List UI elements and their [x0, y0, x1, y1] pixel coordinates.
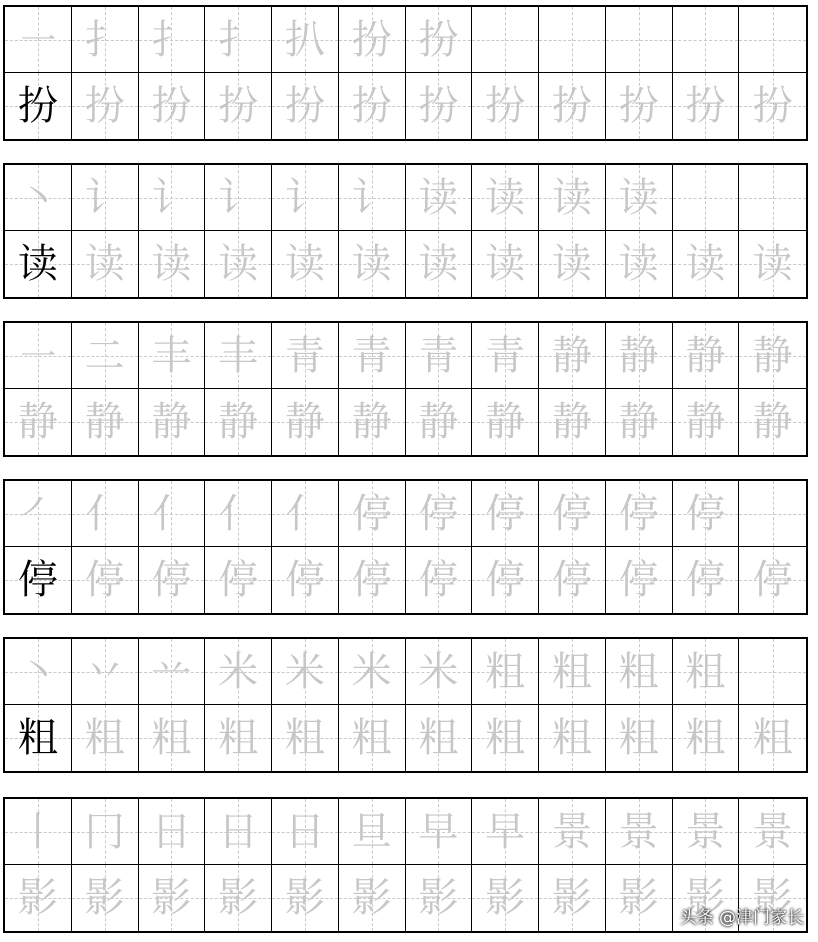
model-character-cell [5, 705, 72, 771]
stroke-order-cell [406, 639, 473, 705]
practice-cell [139, 389, 206, 455]
stroke-order-cell [406, 7, 473, 73]
practice-cell [539, 705, 606, 771]
practice-cell [673, 389, 740, 455]
tracing-character: 停 [485, 557, 526, 603]
model-character: 扮 [17, 83, 58, 129]
character-block-4 [3, 479, 808, 615]
tracing-character: 停 [752, 557, 793, 603]
stroke-step-glyph: 景 [752, 808, 793, 855]
stroke-step-glyph: 扌 [218, 16, 259, 63]
stroke-step-glyph: 景 [618, 808, 659, 855]
stroke-step-glyph: 停 [551, 490, 592, 537]
tracing-character: 扮 [284, 83, 325, 129]
tracing-character: 扮 [685, 83, 726, 129]
tracing-character: 停 [618, 557, 659, 603]
stroke-order-cell [739, 165, 806, 231]
character-block-2 [3, 163, 808, 299]
practice-cell [739, 389, 806, 455]
practice-cell [472, 547, 539, 613]
practice-cell [272, 389, 339, 455]
stroke-step-glyph: 米 [218, 648, 259, 695]
stroke-step-glyph: 停 [351, 490, 392, 537]
model-character-cell [5, 547, 72, 613]
stroke-order-cell [72, 165, 139, 231]
practice-cell [406, 231, 473, 297]
stroke-step-glyph: 青 [351, 332, 392, 379]
stroke-step-glyph: 讠 [218, 174, 259, 221]
tracing-character: 停 [351, 557, 392, 603]
practice-cell [406, 705, 473, 771]
tracing-character: 读 [618, 241, 659, 287]
tracing-character: 影 [418, 875, 459, 921]
tracing-character: 静 [418, 399, 459, 445]
stroke-order-cell [539, 165, 606, 231]
model-character: 停 [17, 557, 58, 603]
stroke-order-cell [739, 481, 806, 547]
character-block-5 [3, 637, 808, 773]
model-character: 粗 [17, 715, 58, 761]
practice-cell [539, 231, 606, 297]
practice-cell [406, 73, 473, 139]
tracing-character: 扮 [618, 83, 659, 129]
tracing-character: 停 [84, 557, 125, 603]
practice-cell [339, 389, 406, 455]
stroke-step-glyph: 亻 [84, 490, 125, 537]
stroke-order-cell [539, 799, 606, 865]
stroke-step-glyph: 景 [551, 808, 592, 855]
practice-cell [72, 389, 139, 455]
model-character: 静 [17, 399, 58, 445]
stroke-order-cell [72, 323, 139, 389]
tracing-character: 影 [752, 875, 793, 921]
stroke-step-glyph: ㇔ [17, 174, 58, 221]
stroke-order-cell [406, 481, 473, 547]
stroke-step-glyph: 亻 [151, 490, 192, 537]
stroke-step-glyph: 粗 [551, 648, 592, 695]
tracing-character: 读 [551, 241, 592, 287]
practice-cell [272, 73, 339, 139]
tracing-character: 粗 [218, 715, 259, 761]
stroke-order-cell [539, 481, 606, 547]
stroke-order-cell [539, 639, 606, 705]
stroke-step-glyph: ㇔ [17, 648, 58, 695]
stroke-order-cell [139, 165, 206, 231]
tracing-character: 粗 [284, 715, 325, 761]
stroke-order-cell [472, 481, 539, 547]
tracing-character: 影 [551, 875, 592, 921]
tracing-character: 扮 [151, 83, 192, 129]
tracing-character: 停 [685, 557, 726, 603]
stroke-step-glyph: 亻 [284, 490, 325, 537]
stroke-step-glyph: 䒑 [151, 648, 192, 695]
stroke-order-cell [205, 481, 272, 547]
practice-cell [739, 73, 806, 139]
stroke-order-cell [339, 323, 406, 389]
stroke-step-glyph: 日 [218, 808, 259, 855]
practice-cell [472, 865, 539, 931]
stroke-order-cell [72, 639, 139, 705]
stroke-step-glyph: 米 [284, 648, 325, 695]
stroke-order-cell [673, 165, 740, 231]
tracing-character: 影 [151, 875, 192, 921]
practice-cell [739, 547, 806, 613]
stroke-step-glyph: 粗 [618, 648, 659, 695]
stroke-order-cell [673, 481, 740, 547]
practice-cell [339, 705, 406, 771]
tracing-character: 扮 [84, 83, 125, 129]
stroke-order-cell [406, 799, 473, 865]
stroke-order-cell [139, 7, 206, 73]
stroke-order-cell [272, 481, 339, 547]
stroke-step-glyph: 粗 [485, 648, 526, 695]
stroke-order-cell [139, 799, 206, 865]
model-character: 影 [17, 875, 58, 921]
tracing-character: 扮 [218, 83, 259, 129]
practice-cell [72, 73, 139, 139]
tracing-character: 扮 [752, 83, 793, 129]
stroke-step-glyph: 粗 [685, 648, 726, 695]
tracing-character: 读 [84, 241, 125, 287]
tracing-character: 影 [84, 875, 125, 921]
practice-cell [673, 231, 740, 297]
tracing-character: 影 [218, 875, 259, 921]
practice-cell [272, 231, 339, 297]
tracing-character: 粗 [418, 715, 459, 761]
tracing-character: 停 [418, 557, 459, 603]
practice-cell [72, 231, 139, 297]
tracing-character: 停 [551, 557, 592, 603]
practice-cell [205, 73, 272, 139]
tracing-character: 粗 [84, 715, 125, 761]
stroke-order-cell [5, 799, 72, 865]
practice-cell [472, 73, 539, 139]
stroke-step-glyph: 扌 [151, 16, 192, 63]
practice-cell [205, 389, 272, 455]
stroke-order-cell [673, 323, 740, 389]
stroke-step-glyph: 亻 [218, 490, 259, 537]
stroke-order-cell [739, 639, 806, 705]
tracing-character: 静 [485, 399, 526, 445]
tracing-character: 读 [752, 241, 793, 287]
tracing-character: 粗 [551, 715, 592, 761]
tracing-character: 粗 [685, 715, 726, 761]
stroke-order-cell [606, 639, 673, 705]
tracing-character: 粗 [485, 715, 526, 761]
stroke-order-cell [72, 799, 139, 865]
stroke-step-glyph: 二 [84, 332, 125, 379]
practice-cell [406, 865, 473, 931]
stroke-order-cell [72, 7, 139, 73]
stroke-step-glyph: 静 [752, 332, 793, 379]
practice-cell [72, 865, 139, 931]
stroke-step-glyph: 扮 [351, 16, 392, 63]
stroke-order-cell [205, 639, 272, 705]
stroke-order-cell [673, 639, 740, 705]
tracing-character: 停 [151, 557, 192, 603]
stroke-order-cell [72, 481, 139, 547]
tracing-character: 停 [284, 557, 325, 603]
stroke-order-cell [205, 7, 272, 73]
stroke-order-cell [5, 165, 72, 231]
practice-cell [272, 547, 339, 613]
stroke-step-glyph: ㇐ [17, 16, 58, 63]
stroke-order-cell [606, 481, 673, 547]
practice-cell [339, 865, 406, 931]
practice-cell [339, 547, 406, 613]
stroke-step-glyph: 静 [551, 332, 592, 379]
stroke-step-glyph: 读 [551, 174, 592, 221]
tracing-character: 影 [284, 875, 325, 921]
tracing-character: 扮 [485, 83, 526, 129]
stroke-order-cell [5, 7, 72, 73]
practice-cell [406, 389, 473, 455]
stroke-order-cell [739, 799, 806, 865]
stroke-step-glyph: 扒 [284, 16, 325, 63]
stroke-step-glyph: 景 [685, 808, 726, 855]
tracing-character: 静 [551, 399, 592, 445]
stroke-step-glyph: 停 [418, 490, 459, 537]
tracing-character: 读 [485, 241, 526, 287]
stroke-step-glyph: 冂 [84, 808, 125, 855]
practice-cell [606, 705, 673, 771]
stroke-step-glyph: 扌 [84, 16, 125, 63]
tracing-character: 静 [685, 399, 726, 445]
tracing-character: 粗 [151, 715, 192, 761]
practice-cell [139, 705, 206, 771]
practice-cell [472, 389, 539, 455]
tracing-character: 影 [351, 875, 392, 921]
stroke-order-cell [272, 799, 339, 865]
stroke-order-cell [472, 7, 539, 73]
stroke-step-glyph: 讠 [351, 174, 392, 221]
stroke-order-cell [673, 799, 740, 865]
stroke-step-glyph: ㇒ [17, 490, 58, 537]
stroke-step-glyph: 静 [685, 332, 726, 379]
stroke-step-glyph: 丨 [17, 808, 58, 855]
stroke-order-cell [606, 799, 673, 865]
practice-cell [272, 705, 339, 771]
model-character-cell [5, 73, 72, 139]
tracing-character: 静 [618, 399, 659, 445]
tracing-character: 扮 [351, 83, 392, 129]
stroke-step-glyph: 青 [418, 332, 459, 379]
practice-cell [673, 547, 740, 613]
tracing-character: 读 [151, 241, 192, 287]
tracing-character: 静 [151, 399, 192, 445]
tracing-character: 粗 [618, 715, 659, 761]
tracing-character: 影 [618, 875, 659, 921]
stroke-step-glyph: 早 [485, 808, 526, 855]
stroke-order-cell [339, 639, 406, 705]
tracing-character: 静 [284, 399, 325, 445]
stroke-order-cell [606, 165, 673, 231]
stroke-order-cell [5, 639, 72, 705]
stroke-order-cell [272, 323, 339, 389]
practice-cell [339, 231, 406, 297]
stroke-order-cell [472, 639, 539, 705]
stroke-order-cell [272, 165, 339, 231]
stroke-order-cell [472, 799, 539, 865]
stroke-step-glyph: 读 [418, 174, 459, 221]
tracing-character: 影 [685, 875, 726, 921]
tracing-character: 影 [485, 875, 526, 921]
tracing-character: 静 [752, 399, 793, 445]
stroke-step-glyph: 讠 [284, 174, 325, 221]
practice-cell [406, 547, 473, 613]
tracing-character: 粗 [752, 715, 793, 761]
stroke-order-cell [539, 323, 606, 389]
practice-cell [539, 73, 606, 139]
practice-cell [205, 231, 272, 297]
stroke-step-glyph: 早 [418, 808, 459, 855]
character-block-1 [3, 5, 808, 141]
practice-cell [139, 73, 206, 139]
practice-cell [205, 547, 272, 613]
practice-cell [472, 705, 539, 771]
tracing-character: 读 [218, 241, 259, 287]
practice-cell [272, 865, 339, 931]
practice-cell [205, 865, 272, 931]
stroke-step-glyph: 米 [351, 648, 392, 695]
tracing-character: 静 [218, 399, 259, 445]
stroke-order-cell [5, 323, 72, 389]
tracing-character: 读 [685, 241, 726, 287]
practice-cell [606, 865, 673, 931]
model-character-cell [5, 389, 72, 455]
stroke-order-cell [472, 323, 539, 389]
practice-cell [673, 705, 740, 771]
tracing-character: 扮 [551, 83, 592, 129]
model-character-cell [5, 231, 72, 297]
practice-cell [539, 865, 606, 931]
watermark-text: 头条 @津门家长 [679, 908, 804, 928]
stroke-step-glyph: 停 [618, 490, 659, 537]
stroke-step-glyph: 日 [284, 808, 325, 855]
practice-cell [139, 231, 206, 297]
practice-cell [606, 73, 673, 139]
model-character-cell [5, 865, 72, 931]
stroke-order-cell [272, 639, 339, 705]
stroke-step-glyph: 读 [485, 174, 526, 221]
practice-cell [139, 865, 206, 931]
tracing-character: 扮 [418, 83, 459, 129]
stroke-order-cell [739, 323, 806, 389]
stroke-step-glyph: 青 [284, 332, 325, 379]
stroke-order-cell [139, 323, 206, 389]
stroke-order-cell [205, 165, 272, 231]
stroke-order-cell [739, 7, 806, 73]
stroke-order-cell [205, 323, 272, 389]
stroke-step-glyph: 扮 [418, 16, 459, 63]
stroke-order-cell [339, 165, 406, 231]
stroke-step-glyph: 青 [485, 332, 526, 379]
stroke-order-cell [606, 323, 673, 389]
tracing-character: 停 [218, 557, 259, 603]
stroke-order-cell [139, 481, 206, 547]
practice-cell [205, 705, 272, 771]
practice-cell [339, 73, 406, 139]
stroke-order-cell [5, 481, 72, 547]
stroke-order-cell [205, 799, 272, 865]
practice-cell [606, 389, 673, 455]
stroke-order-cell [406, 323, 473, 389]
stroke-step-glyph: ㇐ [17, 332, 58, 379]
tracing-character: 读 [351, 241, 392, 287]
practice-cell [72, 705, 139, 771]
practice-cell [739, 231, 806, 297]
stroke-step-glyph: 讠 [151, 174, 192, 221]
stroke-step-glyph: 日 [151, 808, 192, 855]
stroke-order-cell [272, 7, 339, 73]
tracing-character: 读 [418, 241, 459, 287]
practice-cell [72, 547, 139, 613]
stroke-order-cell [406, 165, 473, 231]
tracing-character: 粗 [351, 715, 392, 761]
stroke-step-glyph: 丰 [151, 332, 192, 379]
stroke-order-cell [539, 7, 606, 73]
stroke-order-cell [339, 481, 406, 547]
tracing-character: 静 [84, 399, 125, 445]
stroke-step-glyph: 讠 [84, 174, 125, 221]
stroke-order-cell [673, 7, 740, 73]
stroke-order-cell [339, 7, 406, 73]
stroke-step-glyph: 丷 [84, 648, 125, 695]
stroke-step-glyph: 旦 [351, 808, 392, 855]
practice-cell [673, 73, 740, 139]
practice-cell [739, 705, 806, 771]
model-character: 读 [17, 241, 58, 287]
stroke-step-glyph: 丰 [218, 332, 259, 379]
stroke-order-cell [606, 7, 673, 73]
practice-cell [539, 389, 606, 455]
stroke-step-glyph: 停 [485, 490, 526, 537]
stroke-order-cell [472, 165, 539, 231]
tracing-character: 静 [351, 399, 392, 445]
practice-cell [539, 547, 606, 613]
stroke-step-glyph: 米 [418, 648, 459, 695]
practice-cell [606, 547, 673, 613]
practice-cell [139, 547, 206, 613]
stroke-step-glyph: 停 [685, 490, 726, 537]
practice-cell [472, 231, 539, 297]
stroke-step-glyph: 读 [618, 174, 659, 221]
stroke-step-glyph: 静 [618, 332, 659, 379]
practice-cell [606, 231, 673, 297]
tracing-character: 读 [284, 241, 325, 287]
stroke-order-cell [139, 639, 206, 705]
stroke-order-cell [339, 799, 406, 865]
character-block-3 [3, 321, 808, 457]
